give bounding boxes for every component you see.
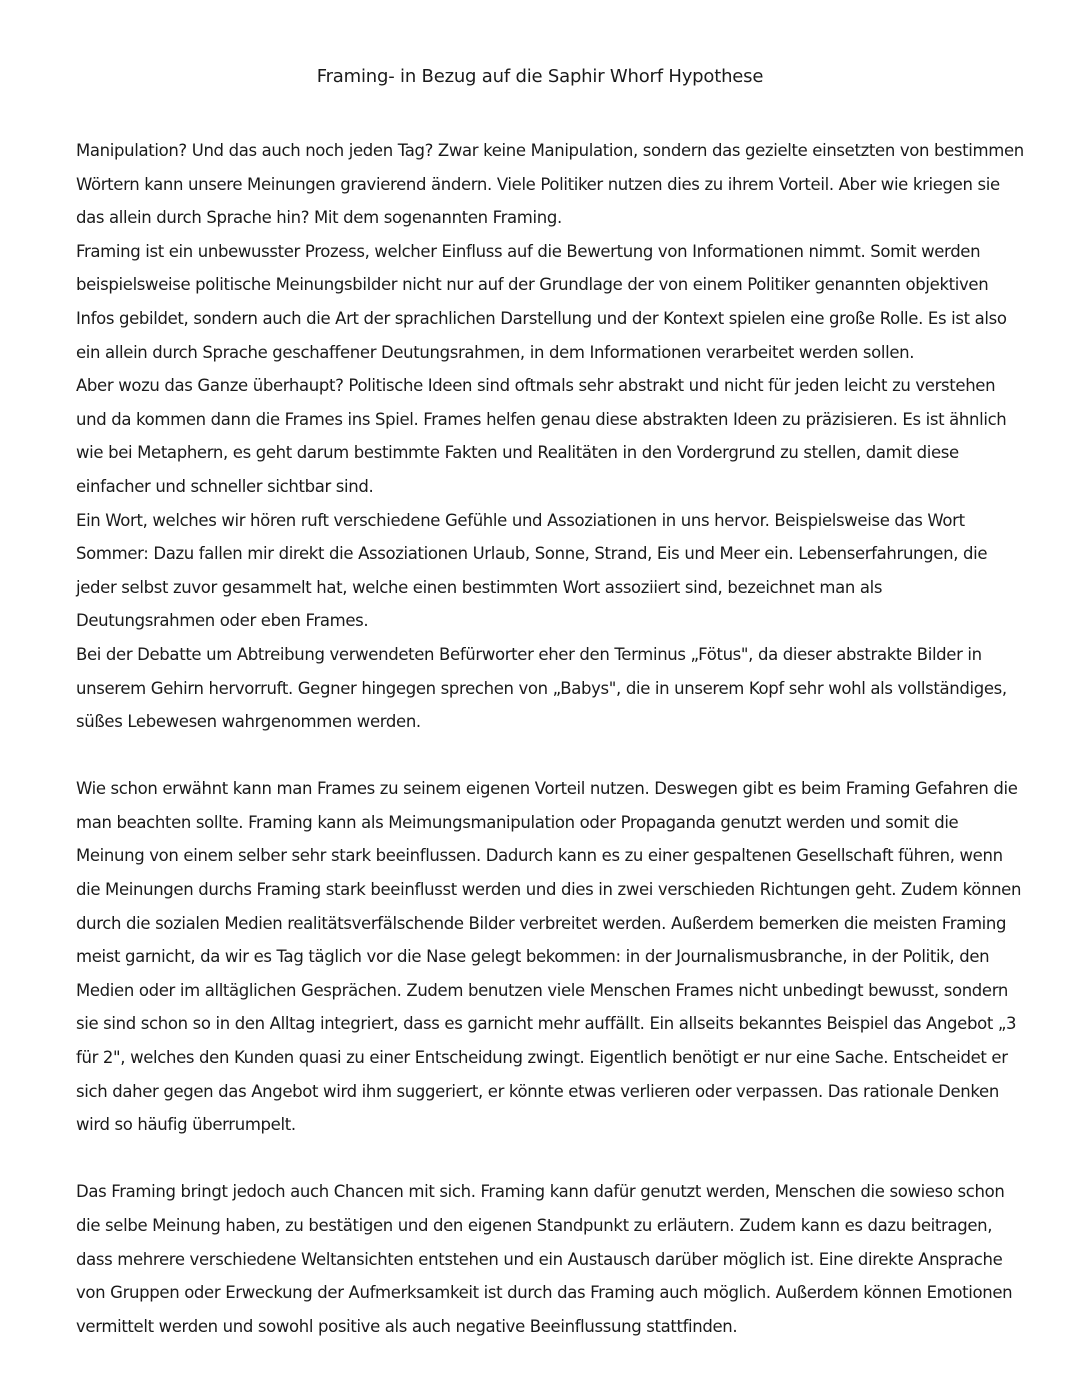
paragraph-purpose: Aber wozu das Ganze überhaupt? Politische Ideen sind oftmals sehr abstrakt und nicht für jeden leicht zu verstehen und da kommen dann die Frames ins Spiel. Frames helfen genau diese abstrakten Ideen zu präzisieren. Es ist ähnlich wie bei Metaphern, es geht darum bestimmte Fakten und Realitäten in den Vordergrund zu stellen, damit diese einfacher und schneller sichtbar sind. — [76, 376, 1007, 496]
paragraph-chances: Das Framing bringt jedoch auch Chancen mit sich. Framing kann dafür genutzt werden, Menschen die sowieso schon die selbe Meinung haben, zu bestätigen und den eigenen Standpunkt zu erläutern. Zudem kann es dazu beitragen, dass mehrere verschiedene Weltansichten entstehen und ein Austausch darüber möglich ist. Eine direkte Ansprache von Gruppen oder Erweckung der Aufmerksamkeit ist durch das Framing auch möglich. Außerdem können Emotionen vermittelt werden und sowohl positive als auch negative Beeinflussung stattfinden. — [76, 1182, 1013, 1336]
paragraph-dangers: Wie schon erwähnt kann man Frames zu seinem eigenen Vorteil nutzen. Deswegen gibt es beim Framing Gefahren die man beachten sollte. Framing kann als Meimungsmanipulation oder Propaganda genutzt werden und somit die Meinung von einem selber sehr stark beeinflussen. Dadurch kann es zu einer gespaltenen Gesellschaft führen, wenn die Meinungen durchs Framing stark beeinflusst werden und dies in zwei verschieden Richtungen geht. Zudem können durch die sozialen Medien realitätsverfälschende Bilder verbreitet werden. Außerdem bemerken die meisten Framing meist garnicht, da wir es Tag täglich vor die Nase gelegt bekommen: in der Journalismusbranche, in der Politik, den Medien oder im alltäglichen Gesprächen. Zudem benutzen viele Menschen Frames nicht unbedingt bewusst, sondern sie sind schon so in den Alltag integriert, dass es garnicht mehr auffällt. Ein allseits bekanntes Beispiel das Angebot „3 für 2", welches den Kunden quasi zu einer Entscheidung zwingt. Eigentlich benötigt er nur eine Sache. Entscheidet er sich daher gegen das Angebot wird ihm suggeriert, er könnte etwas verlieren oder verpassen. Das rationale Denken wird so häufig überrumpelt. — [76, 779, 1022, 1135]
paragraph-definition: Framing ist ein unbewusster Prozess, welcher Einfluss auf die Bewertung von Informationen nimmt. Somit werden beispielsweise politische Meinungsbilder nicht nur auf der Grundlage der von einem Politiker genannten objektiven Infos gebildet, sondern auch die Art der sprachlichen Darstellung und der Kontext spielen eine große Rolle. Es ist also ein allein durch Sprache geschaffener Deutungsrahmen, in dem Informationen verarbeitet werden sollen. — [76, 241, 1007, 362]
paragraph-example: Bei der Debatte um Abtreibung verwendeten Befürworter eher den Terminus „Fötus", da dieser abstrakte Bilder in unserem Gehirn hervorruft. Gegner hingegen sprechen von „Babys", die in unserem Kopf sehr wohl als vollständiges, süßes Lebewesen wahrgenommen werden. — [76, 644, 1007, 732]
document-title: Framing- in Bezug auf die Saphir Whorf Hypothese — [316, 66, 764, 87]
document-body — [76, 134, 1024, 1343]
paragraph-associations: Ein Wort, welches wir hören ruft verschiedene Gefühle und Assoziationen in uns hervor. Beispielsweise das Wort Sommer: Dazu fallen mir direkt die Assoziationen Urlaub, Sonne, Strand, Eis und Meer ein. Lebenserfahrungen, die jeder selbst zuvor gesammelt hat, welche einen bestimmten Wort assoziiert sind, bezeichnet man als Deutungsrahmen oder eben Frames. — [76, 510, 988, 631]
paragraph-spacer — [76, 739, 1024, 773]
paragraph-intro: Manipulation? Und das auch noch jeden Tag? Zwar keine Manipulation, sondern das gezielte einsetzten von bestimmen Wörtern kann unsere Meinungen gravierend ändern. Viele Politiker nutzen dies zu ihrem Vorteil. Aber wie kriegen sie das allein durch Sprache hin? Mit dem sogenannten Framing. — [76, 141, 1024, 228]
paragraph-spacer — [76, 1142, 1024, 1176]
